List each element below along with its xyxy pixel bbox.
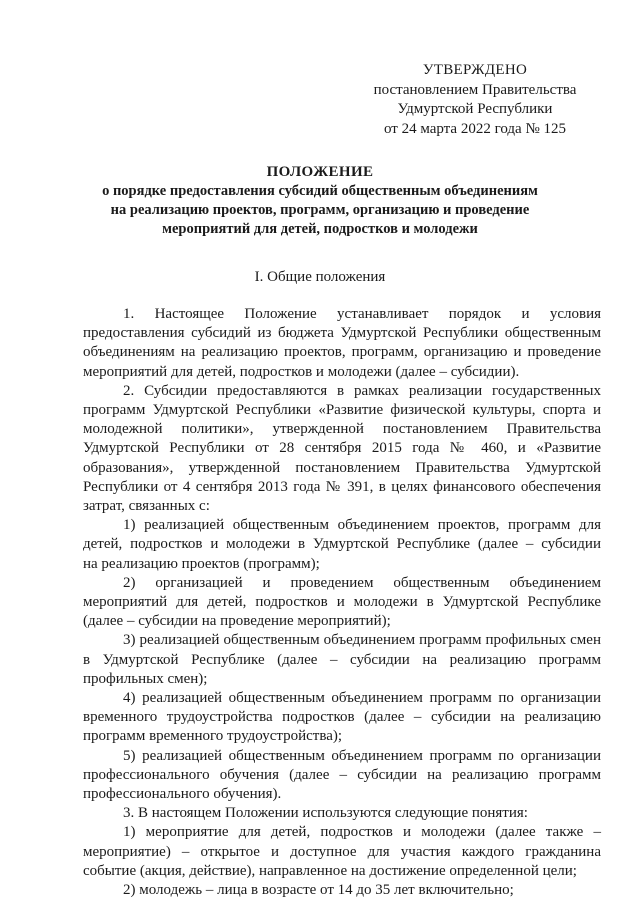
paragraph-line: 4) реализацией общественным объединением программ по организации bbox=[123, 690, 601, 707]
paragraph bbox=[83, 631, 601, 689]
paragraph-line: (далее – субсидии на проведение мероприятий); bbox=[83, 613, 391, 630]
document-heading bbox=[60, 163, 580, 239]
paragraph-line: профессионального обучения). bbox=[83, 786, 282, 803]
paragraph bbox=[83, 804, 601, 823]
paragraph-line: 5) реализацией общественным объединением программ по организации bbox=[123, 747, 601, 764]
paragraph-line: мероприятие) – открытое и доступное для участия каждого гражданина bbox=[83, 843, 601, 860]
document-body bbox=[83, 305, 601, 900]
approval-line-2: Удмуртской Республики bbox=[397, 101, 553, 117]
paragraph-line: 1. Настоящее Положение устанавливает порядок и условия bbox=[123, 306, 601, 322]
paragraph-line: программ временного трудоустройства); bbox=[83, 728, 343, 745]
paragraph bbox=[83, 516, 601, 574]
paragraph-line: 3. В настоящем Положении используются следующие понятия: bbox=[123, 805, 528, 822]
paragraph-line: затрат, связанных с: bbox=[83, 498, 210, 515]
document-title: ПОЛОЖЕНИЕ bbox=[266, 164, 374, 180]
paragraph bbox=[83, 881, 601, 900]
paragraph-line: 1) мероприятие для детей, подростков и молодежи (далее также – bbox=[123, 824, 601, 841]
approval-stamp-block bbox=[365, 61, 585, 139]
paragraph bbox=[83, 747, 601, 805]
paragraph-line: 3) реализацией общественным объединением программ профильных смен bbox=[123, 632, 601, 649]
paragraph-line: молодежной политики», утвержденной постановлением Правительства bbox=[83, 421, 601, 438]
paragraph-line: мероприятий для детей, подростков и молодежи в Удмуртской Республике bbox=[83, 594, 601, 611]
paragraph-line: в Удмуртской Республике (далее – субсидии на реализацию программ bbox=[83, 651, 601, 668]
paragraph bbox=[83, 305, 601, 382]
paragraph-line: мероприятий для детей, подростков и молодежи (далее – субсидии). bbox=[83, 363, 520, 380]
document-subtitle-line-1: о порядке предоставления субсидий общественным объединениям bbox=[102, 183, 538, 199]
approval-line-3: от 24 марта 2022 года № 125 bbox=[383, 120, 567, 137]
paragraph-line: на реализацию проектов (программ); bbox=[83, 555, 320, 572]
document-subtitle-line-3: мероприятий для детей, подростков и молодежи bbox=[162, 221, 478, 237]
paragraph-line: профильных смен); bbox=[83, 670, 208, 687]
paragraph-line: профессионального обучения (далее – субсидии на реализацию программ bbox=[83, 766, 601, 783]
paragraph-line: образования», утвержденной постановлением Правительства Удмуртской bbox=[83, 459, 601, 476]
paragraph-line: временного трудоустройства подростков (далее – субсидии на реализацию bbox=[83, 709, 601, 726]
paragraph bbox=[83, 382, 601, 516]
paragraph-line: событие (акция, действие), направленное на достижение определенной цели; bbox=[83, 862, 577, 879]
paragraph-line: Удмуртской Республики от 28 сентября 2015 года № 460, и «Развитие bbox=[83, 440, 601, 457]
approval-caption: УТВЕРЖДЕНО bbox=[422, 62, 528, 78]
paragraph-line: 1) реализацией общественным объединением проектов, программ для bbox=[123, 517, 601, 534]
paragraph-line: 2) организацией и проведением общественным объединением bbox=[123, 574, 601, 591]
paragraph-line: 2. Субсидии предоставляются в рамках реализации государственных bbox=[123, 382, 601, 399]
document-subtitle-line-2: на реализацию проектов, программ, организацию и проведение bbox=[110, 202, 530, 218]
paragraph bbox=[83, 823, 601, 881]
paragraph-line: предоставления субсидий из бюджета Удмуртской Республики общественным bbox=[83, 325, 601, 342]
approval-line-1: постановлением Правительства bbox=[373, 81, 577, 98]
paragraph-line: программ Удмуртской Республики «Развитие физической культуры, спорта и bbox=[83, 402, 601, 419]
paragraph-line: Республики от 4 сентября 2013 года № 391, в целях финансового обеспечения bbox=[83, 478, 601, 495]
section-title: I. Общие положения bbox=[254, 269, 386, 285]
paragraph bbox=[83, 574, 601, 632]
paragraph-line: детей, подростков и молодежи в Удмуртской Республике (далее – субсидии bbox=[83, 536, 601, 553]
paragraph-line: объединениям на реализацию проектов, программ, организацию и проведение bbox=[83, 344, 601, 361]
paragraph bbox=[83, 689, 601, 747]
paragraph-line: 2) молодежь – лица в возрасте от 14 до 35 лет включительно; bbox=[123, 882, 514, 899]
